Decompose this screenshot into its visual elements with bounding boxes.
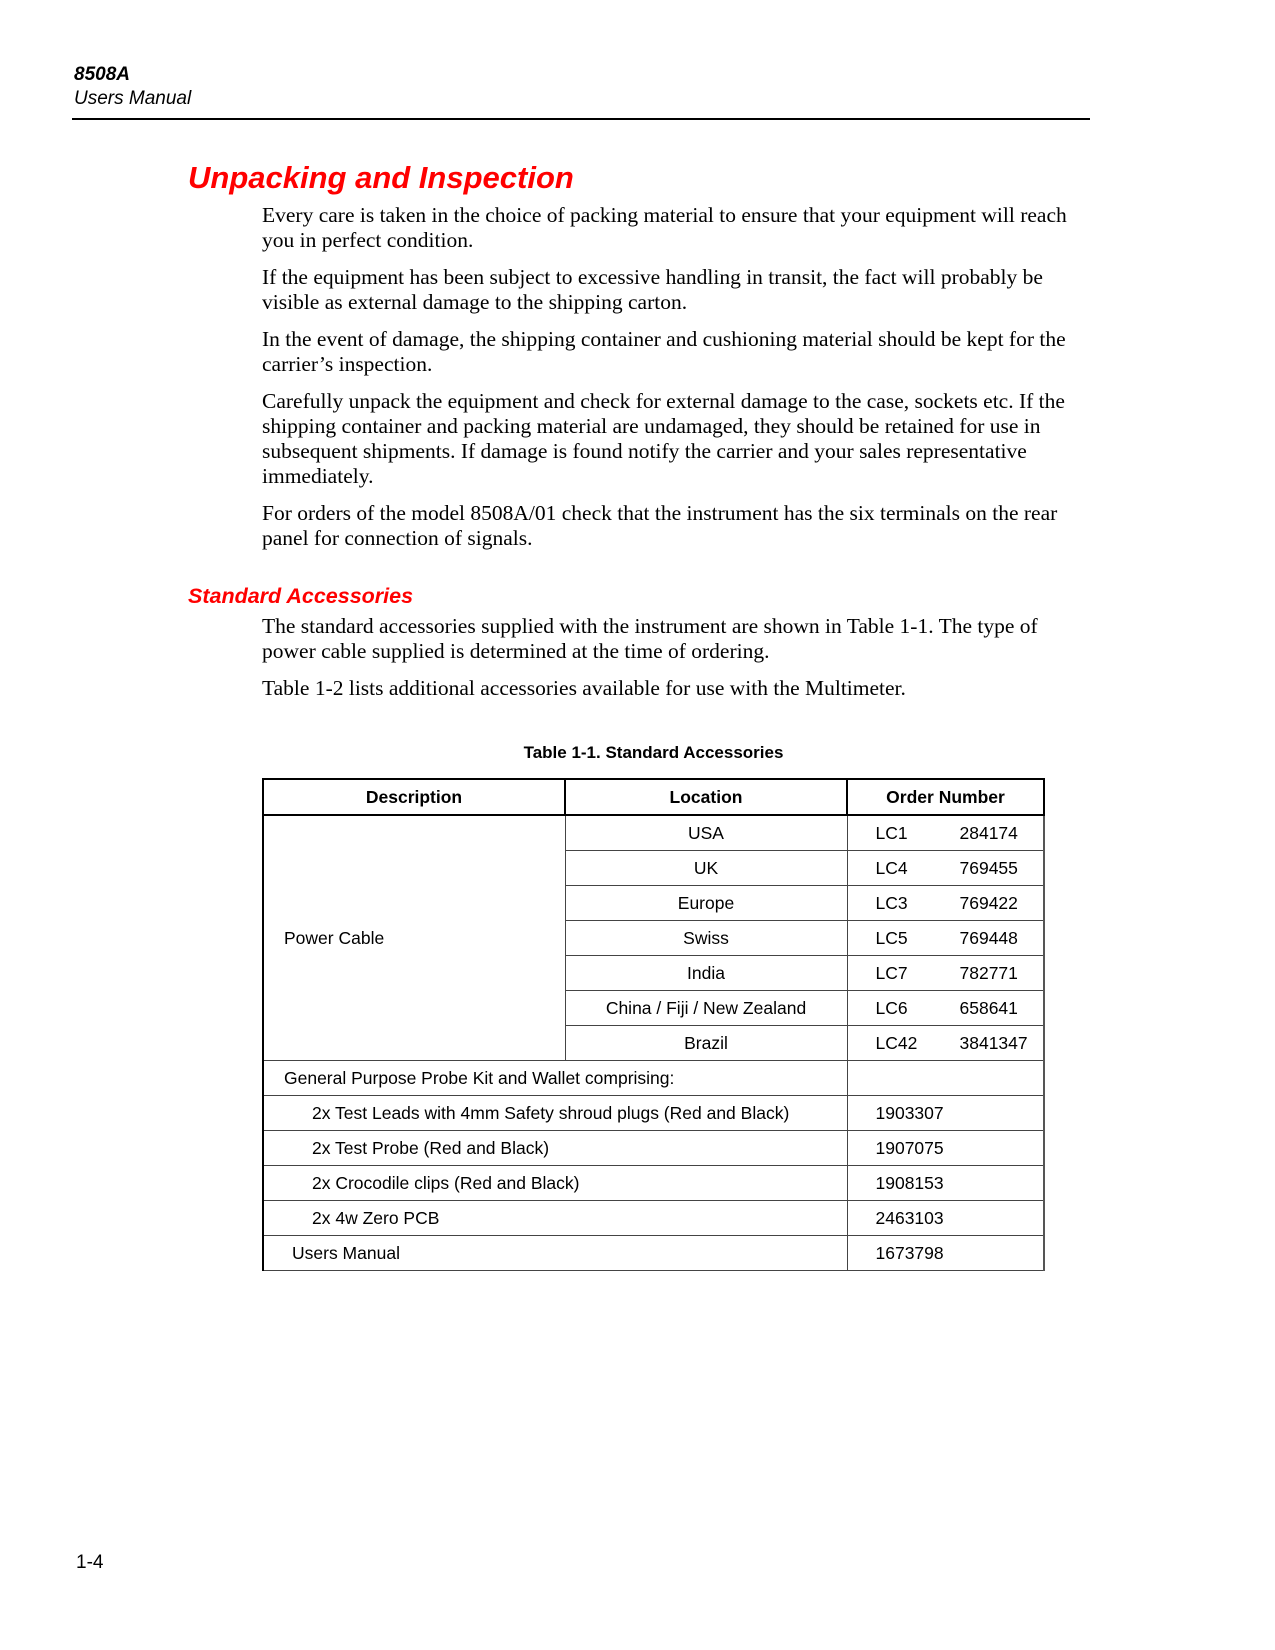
table-header-row <box>263 779 1044 815</box>
probe-kit-item: 2x Test Probe (Red and Black) <box>263 1131 847 1166</box>
page-number: 1-4 <box>76 1552 104 1573</box>
cable-code: LC7 <box>875 962 908 983</box>
order-number: 284174 <box>959 822 1018 843</box>
order-number-cell <box>847 921 1044 956</box>
location-cell: UK <box>565 851 847 886</box>
order-number-cell: 1908153 <box>847 1166 1044 1201</box>
table-row <box>263 1166 1044 1201</box>
paragraph: Table 1-2 lists additional accessories available for use with the Multimeter. <box>262 676 906 700</box>
location-cell: Europe <box>565 886 847 921</box>
table-row <box>263 1131 1044 1166</box>
cable-code: LC4 <box>875 857 908 878</box>
order-number: 782771 <box>959 962 1018 983</box>
order-number-cell: 1903307 <box>847 1096 1044 1131</box>
order-number: 769455 <box>959 857 1018 878</box>
table-row <box>263 815 1044 851</box>
probe-kit-item: 2x 4w Zero PCB <box>263 1201 847 1236</box>
column-header-description: Description <box>263 779 565 815</box>
location-cell: USA <box>565 815 847 851</box>
column-header-location: Location <box>565 779 847 815</box>
paragraph: For orders of the model 8508A/01 check that the instrument has the six terminals on the rear panel for connection of signals. <box>262 501 1058 550</box>
paragraph: In the event of damage, the shipping container and cushioning material should be kept for the carrier’s inspection. <box>262 327 1066 376</box>
paragraph: Every care is taken in the choice of packing material to ensure that your equipment will reach you in perfect condition. <box>262 203 1067 252</box>
manual-description: Users Manual <box>263 1236 847 1271</box>
accessories-table <box>262 778 1045 1271</box>
order-number-cell <box>847 815 1044 851</box>
probe-kit-heading: General Purpose Probe Kit and Wallet comprising: <box>263 1061 847 1096</box>
table-caption: Table 1-1. Standard Accessories <box>523 743 784 762</box>
order-number-cell: 1907075 <box>847 1131 1044 1166</box>
table-row <box>263 1061 1044 1096</box>
cable-code: LC42 <box>875 1032 918 1053</box>
document-subtitle: Users Manual <box>74 88 192 109</box>
document-model: 8508A <box>74 64 130 85</box>
order-number-cell <box>847 956 1044 991</box>
table-row <box>263 1236 1044 1271</box>
paragraph: The standard accessories supplied with the instrument are shown in Table 1-1. The type of power cable supplied is determined at the time of ordering. <box>262 614 1038 663</box>
location-cell: China / Fiji / New Zealand <box>565 991 847 1026</box>
order-number: 769448 <box>959 927 1018 948</box>
order-number-cell: 2463103 <box>847 1201 1044 1236</box>
order-number: 3841347 <box>959 1032 1028 1053</box>
table-row <box>263 1096 1044 1131</box>
order-number-cell <box>847 851 1044 886</box>
cable-code: LC1 <box>875 822 908 843</box>
cable-code: LC5 <box>875 927 908 948</box>
cable-code: LC6 <box>875 997 908 1018</box>
section-title: Unpacking and Inspection <box>188 160 574 195</box>
order-number: 769422 <box>959 892 1018 913</box>
order-number-cell <box>847 1026 1044 1061</box>
subsection-title: Standard Accessories <box>188 584 414 608</box>
location-cell: Swiss <box>565 921 847 956</box>
power-cable-description: Power Cable <box>263 815 565 1061</box>
table-row <box>263 1201 1044 1236</box>
cable-code: LC3 <box>875 892 908 913</box>
order-number-cell <box>847 991 1044 1026</box>
order-number-cell <box>847 886 1044 921</box>
order-number: 658641 <box>959 997 1018 1018</box>
header-divider <box>72 118 1090 120</box>
paragraph: If the equipment has been subject to excessive handling in transit, the fact will probably be visible as external damage to the shipping carton. <box>262 265 1043 314</box>
location-cell: India <box>565 956 847 991</box>
paragraph: Carefully unpack the equipment and check for external damage to the case, sockets etc. If the shipping container and packing material are undamaged, they should be retained for use in subsequent shipments. If damage is found notify the carrier and your sales representative immediately. <box>262 389 1065 488</box>
probe-kit-item: 2x Crocodile clips (Red and Black) <box>263 1166 847 1201</box>
order-number-cell <box>847 1061 1044 1096</box>
probe-kit-item: 2x Test Leads with 4mm Safety shroud plugs (Red and Black) <box>263 1096 847 1131</box>
location-cell: Brazil <box>565 1026 847 1061</box>
order-number-cell: 1673798 <box>847 1236 1044 1271</box>
column-header-order-number: Order Number <box>847 779 1044 815</box>
